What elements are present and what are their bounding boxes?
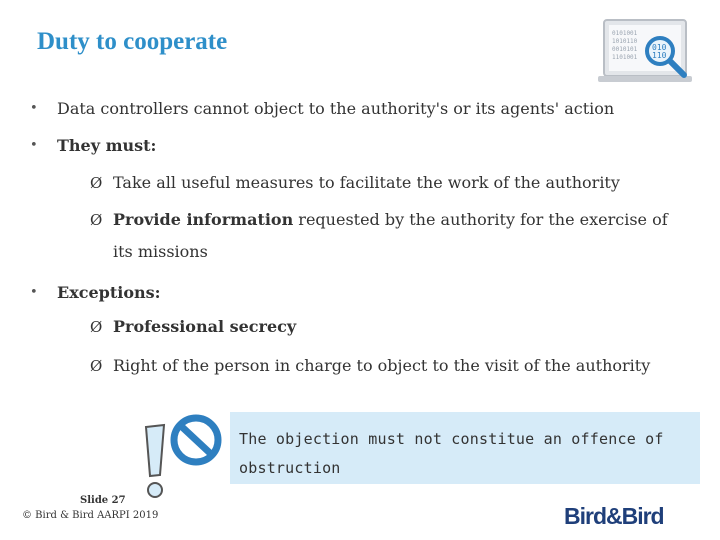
sub-item: Provide information requested by the authority for the exercise of	[113, 210, 668, 229]
sub-item: Take all useful measures to facilitate the work of the authority	[113, 173, 620, 192]
exclamation-prohibited-icon	[138, 405, 238, 505]
bullet-text: Data controllers cannot object to the authority's or its agents' action	[57, 99, 615, 118]
bullet-glyph: •	[30, 285, 38, 300]
sub-item: Right of the person in charge to object to the visit of the authority	[113, 356, 651, 375]
bullet-glyph: •	[30, 138, 38, 153]
copyright: © Bird & Bird AARPI 2019	[22, 510, 159, 521]
svg-text:0010101: 0010101	[612, 46, 638, 53]
arrow-glyph: Ø	[90, 174, 103, 192]
svg-text:0101001: 0101001	[612, 30, 638, 37]
svg-text:110: 110	[652, 51, 667, 60]
sub-item: Professional secrecy	[113, 317, 297, 336]
arrow-glyph: Ø	[90, 357, 103, 375]
svg-text:1010110: 1010110	[612, 38, 638, 45]
sub-item-continuation: its missions	[113, 242, 208, 261]
bullet-glyph: •	[30, 101, 38, 116]
slide-title: Duty to cooperate	[37, 28, 228, 55]
slide-number: Slide 27	[80, 495, 126, 506]
company-logo: Bird&Bird	[564, 503, 664, 529]
note-text: The objection must not constitue an offence of obstruction	[239, 430, 664, 477]
bullet-heading: They must:	[57, 136, 157, 155]
svg-text:1101001: 1101001	[612, 54, 638, 61]
svg-text:010: 010	[652, 43, 667, 52]
arrow-glyph: Ø	[90, 318, 103, 336]
bullet-heading: Exceptions:	[57, 283, 161, 302]
laptop-magnifier-icon	[596, 18, 696, 88]
arrow-glyph: Ø	[90, 211, 103, 229]
